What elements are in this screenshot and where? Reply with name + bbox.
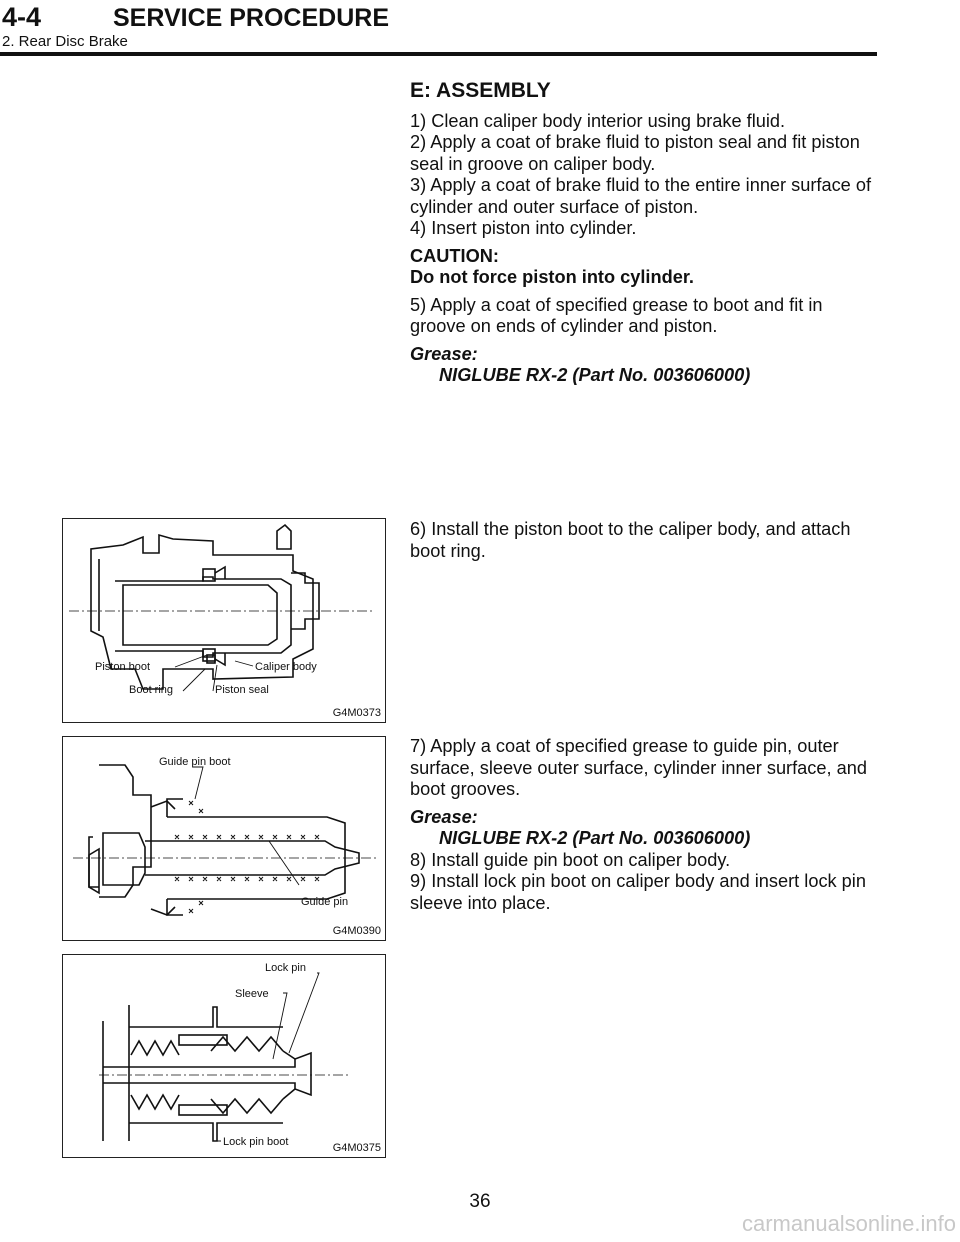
grease-label: Grease: <box>410 806 478 827</box>
figure-piston-boot <box>62 518 386 723</box>
watermark: carmanualsonline.info <box>741 1211 956 1236</box>
caution-label: CAUTION: <box>410 245 499 266</box>
step-3: 3) Apply a coat of brake fluid to the entire inner surface of cylinder and outer surface of piston. <box>410 175 872 217</box>
label-boot-ring: Boot ring <box>129 684 174 696</box>
assembly-block <box>410 80 880 387</box>
grease-value: NIGLUBE RX-2 (Part No. 003606000) <box>439 365 751 385</box>
step-7: 7) Apply a coat of specified grease to guide pin, outer surface, sleeve outer surface, cylinder inner surface, and boot grooves. <box>410 736 867 799</box>
label-piston-seal: Piston seal <box>215 684 269 696</box>
label-sleeve: Sleeve <box>235 988 269 1000</box>
label-caliper-body: Caliper body <box>255 661 317 673</box>
figure-code: G4M0375 <box>332 1142 381 1154</box>
grease-value: NIGLUBE RX-2 (Part No. 003606000) <box>439 828 751 848</box>
label-guide-pin: Guide pin <box>301 896 349 908</box>
step-7-block <box>410 736 880 914</box>
step-4: 4) Insert piston into cylinder. <box>410 218 637 238</box>
step-5: 5) Apply a coat of specified grease to boot and fit in groove on ends of cylinder and piston. <box>410 294 823 336</box>
figure-code: G4M0373 <box>332 707 381 719</box>
assembly-heading: E: ASSEMBLY <box>410 79 551 102</box>
piston-boot-diagram <box>63 519 387 724</box>
guide-pin-diagram <box>63 737 387 942</box>
page-number: 36 <box>469 1191 491 1212</box>
subsection-title: 2. Rear Disc Brake <box>2 33 128 50</box>
step-8: 8) Install guide pin boot on caliper body. <box>410 849 731 870</box>
step-6-block <box>410 519 880 562</box>
step-6: 6) Install the piston boot to the caliper body, and attach boot ring. <box>410 519 851 561</box>
section-title: SERVICE PROCEDURE <box>113 4 389 32</box>
figure-lock-pin <box>62 954 386 1158</box>
section-number: 4-4 <box>2 2 42 32</box>
label-guide-pin-boot: Guide pin boot <box>159 756 231 768</box>
header-rule <box>0 52 877 56</box>
grease-label: Grease: <box>410 343 478 364</box>
label-piston-boot: Piston boot <box>95 661 151 673</box>
caution-text: Do not force piston into cylinder. <box>410 267 694 287</box>
lock-pin-diagram <box>63 955 387 1159</box>
step-9: 9) Install lock pin boot on caliper body and insert lock pin sleeve into place. <box>410 871 866 913</box>
step-1: 1) Clean caliper body interior using brake fluid. <box>410 110 786 131</box>
label-lock-pin: Lock pin <box>265 962 306 974</box>
figure-guide-pin <box>62 736 386 941</box>
label-lock-pin-boot: Lock pin boot <box>223 1136 289 1148</box>
figure-code: G4M0390 <box>332 925 381 937</box>
step-2: 2) Apply a coat of brake fluid to piston seal and fit piston seal in groove on caliper body. <box>410 132 860 174</box>
